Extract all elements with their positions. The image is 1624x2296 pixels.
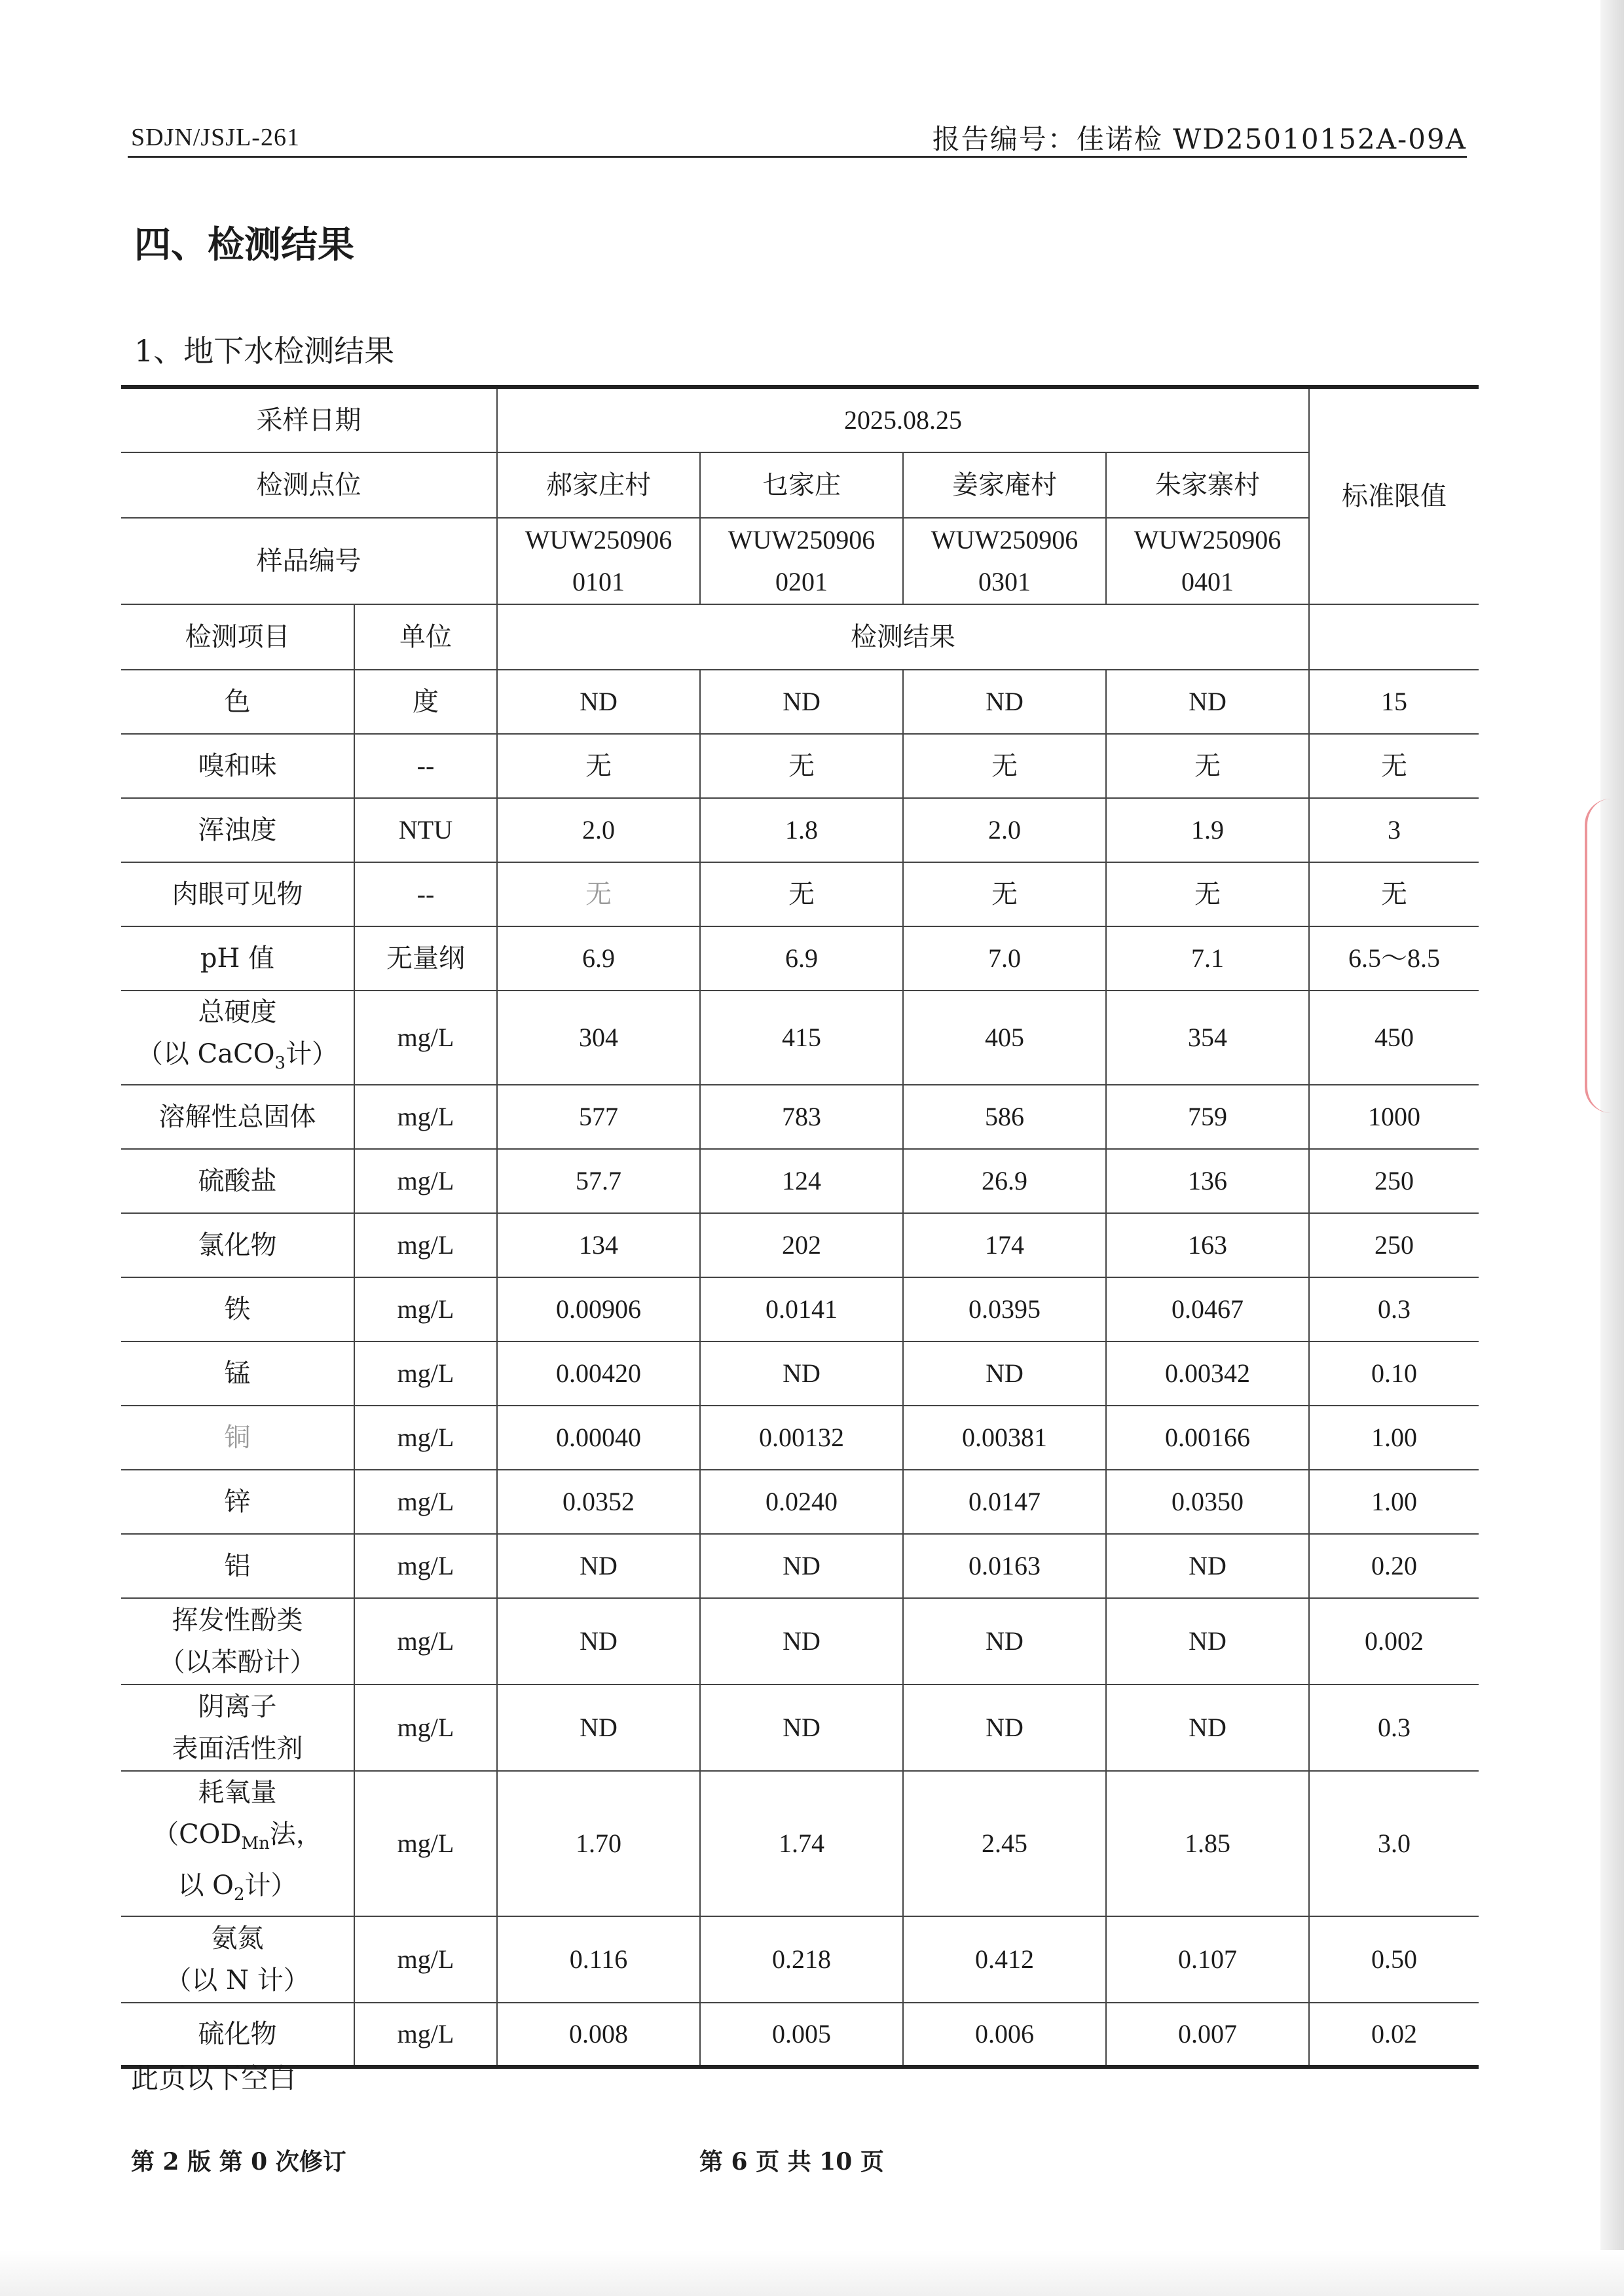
result-value-cell: 586 [903,1085,1106,1149]
item-text: 挥发性酚类 [172,1605,303,1635]
result-value-cell: 0.0163 [903,1534,1106,1598]
result-value-cell: 0.107 [1106,1916,1309,2003]
sample-no-cell [497,518,700,604]
unit-column-header: 单位 [354,604,497,670]
header-divider [128,156,1467,158]
result-value-cell: 2.0 [903,798,1106,862]
unit-cell: mg/L [354,1341,497,1406]
unit-cell: mg/L [354,1916,497,2003]
standard-limit-cell: 0.002 [1309,1598,1479,1685]
result-value-cell: 1.85 [1106,1771,1309,1916]
table-row [121,1685,1479,1771]
standard-limit-cell: 1000 [1309,1085,1479,1149]
item-text: 锰 [224,1358,251,1389]
location-label: 检测点位 [121,452,497,518]
item-subscript: Mn [241,1834,270,1853]
item-text: （COD [153,1819,242,1850]
standard-limit-cell: 0.3 [1309,1685,1479,1771]
result-value-cell: 无 [700,862,903,926]
unit-cell: mg/L [354,1085,497,1149]
footer-edition: 第 2 版 第 0 次修订 [131,2148,346,2176]
unit-cell: mg/L [354,2003,497,2067]
result-value-cell: 7.0 [903,926,1106,991]
unit-cell: -- [354,862,497,926]
standard-limit-cell: 1.00 [1309,1470,1479,1534]
table-row [121,862,1479,926]
bottom-edge-shadow [0,2250,1624,2296]
standard-limit-cell: 0.50 [1309,1916,1479,2003]
result-value-cell: 2.45 [903,1771,1106,1916]
standard-limit-cell: 450 [1309,991,1479,1085]
result-value-cell: 0.007 [1106,2003,1309,2067]
result-value-cell: 无 [497,734,700,798]
unit-cell: NTU [354,798,497,862]
result-value-cell: 1.9 [1106,798,1309,862]
result-value-cell: 0.0141 [700,1277,903,1341]
item-name-cell [121,1149,354,1213]
sample-no-cell [903,518,1106,604]
result-value-cell: 0.00420 [497,1341,700,1406]
item-column-header: 检测项目 [121,604,354,670]
result-value-cell: 0.00906 [497,1277,700,1341]
result-value-cell: 6.9 [700,926,903,991]
item-text: （以苯酚计） [158,1647,316,1677]
item-name-cell [121,1277,354,1341]
result-value-cell: 无 [903,734,1106,798]
unit-cell: mg/L [354,1406,497,1470]
result-value-cell: ND [497,670,700,734]
result-value-cell: 0.412 [903,1916,1106,2003]
item-text: 色 [224,687,251,717]
result-value-cell: 1.70 [497,1771,700,1916]
item-text: 总硬度 [198,997,277,1027]
standard-limit-cell: 0.10 [1309,1341,1479,1406]
table-row [121,1406,1479,1470]
result-value-cell: 0.00342 [1106,1341,1309,1406]
item-text: 阴离子 [198,1692,277,1722]
result-value-cell: ND [700,1534,903,1598]
result-value-cell: 0.218 [700,1916,903,2003]
table-row [121,1916,1479,2003]
table-row [121,798,1479,862]
table-row [121,991,1479,1085]
result-value-cell: 759 [1106,1085,1309,1149]
table-row [121,670,1479,734]
item-subscript: 2 [233,1885,245,1904]
standard-limit-cell: 0.02 [1309,2003,1479,2067]
result-value-cell: 0.0350 [1106,1470,1309,1534]
result-value-cell: ND [903,670,1106,734]
result-value-cell: 0.00132 [700,1406,903,1470]
result-value-cell: 0.0467 [1106,1277,1309,1341]
result-value-cell: 0.116 [497,1916,700,2003]
section-title: 四、检测结果 [134,223,354,266]
result-value-cell: 136 [1106,1149,1309,1213]
result-value-cell: ND [700,1685,903,1771]
item-name-cell [121,734,354,798]
unit-cell: mg/L [354,991,497,1085]
item-text: 法， [269,1819,322,1850]
table-row [121,926,1479,991]
item-name-cell [121,1213,354,1277]
table-row [121,2003,1479,2067]
location-cell: 朱家寨村 [1106,452,1309,518]
table-row [121,1534,1479,1598]
table-row [121,1341,1479,1406]
standard-limit-cell: 6.5～8.5 [1309,926,1479,991]
standard-limit-cell: 0.20 [1309,1534,1479,1598]
result-value-cell: 304 [497,991,700,1085]
result-value-cell: 1.74 [700,1771,903,1916]
result-value-cell: ND [497,1685,700,1771]
result-value-cell: 0.00381 [903,1406,1106,1470]
doc-code: SDJN/JSJL-261 [131,124,300,151]
item-name-cell [121,1406,354,1470]
result-value-cell: ND [1106,1685,1309,1771]
table-row [121,1277,1479,1341]
sample-no-line: 0301 [978,567,1031,596]
result-value-cell: 354 [1106,991,1309,1085]
unit-cell: mg/L [354,1598,497,1685]
item-text: 肉眼可见物 [172,879,303,909]
standard-limit-cell: 无 [1309,734,1479,798]
result-value-cell: 无 [1106,862,1309,926]
item-text: （以 N 计） [165,1965,310,1995]
result-value-cell: 6.9 [497,926,700,991]
table-row [121,1771,1479,1916]
item-name-cell [121,1916,354,2003]
unit-cell: -- [354,734,497,798]
sub-title: 1、地下水检测结果 [134,333,395,369]
result-value-cell: 202 [700,1213,903,1277]
result-value-cell: ND [497,1598,700,1685]
standard-limit-cell: 250 [1309,1149,1479,1213]
location-cell: 乜家庄 [700,452,903,518]
item-name-cell [121,1470,354,1534]
page-edge-shadow [1600,0,1624,2296]
sample-no-cell [1106,518,1309,604]
result-value-cell: 0.00040 [497,1406,700,1470]
result-value-cell: ND [903,1685,1106,1771]
result-value-cell: 1.8 [700,798,903,862]
item-text: 铜 [224,1423,251,1453]
unit-cell: mg/L [354,1534,497,1598]
unit-cell: mg/L [354,1277,497,1341]
result-value-cell: 134 [497,1213,700,1277]
table-row [121,1085,1479,1149]
standard-limit-cell: 无 [1309,862,1479,926]
result-value-cell: ND [1106,1598,1309,1685]
result-value-cell: 无 [497,862,700,926]
item-name-cell [121,926,354,991]
groundwater-results-table [121,385,1479,2069]
item-text: 锌 [224,1487,251,1517]
unit-cell: mg/L [354,1213,497,1277]
item-text: 氯化物 [198,1230,277,1260]
table-row [121,1213,1479,1277]
result-value-cell: ND [700,1598,903,1685]
item-subscript: 3 [274,1053,286,1073]
result-value-cell: 26.9 [903,1149,1106,1213]
sample-no-cell [700,518,903,604]
item-name-cell [121,1085,354,1149]
result-value-cell: ND [700,1341,903,1406]
result-value-cell: 无 [1106,734,1309,798]
sample-no-line: WUW250906 [931,525,1079,555]
item-text: pH 值 [200,943,275,974]
result-value-cell: 0.0352 [497,1470,700,1534]
unit-cell: mg/L [354,1685,497,1771]
result-value-cell: 0.008 [497,2003,700,2067]
item-text: 计） [286,1039,339,1069]
result-value-cell: ND [903,1341,1106,1406]
standard-limit-cell: 3 [1309,798,1479,862]
unit-cell: mg/L [354,1149,497,1213]
result-value-cell: ND [1106,670,1309,734]
sample-no-line: WUW250906 [1134,525,1282,555]
result-value-cell: 2.0 [497,798,700,862]
result-value-cell: 415 [700,991,903,1085]
item-name-cell [121,991,354,1085]
item-text: 铁 [224,1294,251,1324]
blank-below-note: 此页以下空白 [131,2062,297,2094]
location-cell: 郝家庄村 [497,452,700,518]
limit-column-spacer [1309,604,1479,670]
item-text: 氨氮 [211,1923,264,1954]
result-value-cell: 577 [497,1085,700,1149]
result-value-cell: 7.1 [1106,926,1309,991]
result-value-cell: 0.0395 [903,1277,1106,1341]
report-number: 报告编号：佳诺检 WD25010152A-09A [932,123,1467,155]
item-name-cell [121,862,354,926]
result-value-cell: 783 [700,1085,903,1149]
item-name-cell [121,1685,354,1771]
result-value-cell: 0.005 [700,2003,903,2067]
location-cell: 姜家庵村 [903,452,1106,518]
item-name-cell [121,1534,354,1598]
item-text: 表面活性剂 [172,1734,303,1764]
table-row [121,1470,1479,1534]
table-row [121,734,1479,798]
result-value-cell: 124 [700,1149,903,1213]
unit-cell: mg/L [354,1470,497,1534]
sample-no-line: 0201 [775,567,828,596]
standard-limit-header: 标准限值 [1309,387,1479,604]
sample-no-line: 0101 [572,567,625,596]
item-name-cell [121,1341,354,1406]
result-value-cell: ND [1106,1534,1309,1598]
result-value-cell: 405 [903,991,1106,1085]
item-text: 硫酸盐 [198,1166,277,1196]
result-value-cell: 0.00166 [1106,1406,1309,1470]
sample-no-line: WUW250906 [728,525,876,555]
sample-no-line: 0401 [1181,567,1234,596]
item-text: 耗氧量 [198,1777,277,1808]
item-name-cell [121,670,354,734]
result-value-cell: 0.0240 [700,1470,903,1534]
item-name-cell [121,1771,354,1916]
unit-cell: 度 [354,670,497,734]
item-text: 浑浊度 [198,815,277,845]
result-value-cell: 163 [1106,1213,1309,1277]
result-column-header: 检测结果 [497,604,1309,670]
footer-page-number: 第 6 页 共 10 页 [699,2148,884,2176]
unit-cell: mg/L [354,1771,497,1916]
item-name-cell [121,1598,354,1685]
item-text: 计） [244,1870,297,1901]
table-row [121,1149,1479,1213]
sample-no-line: WUW250906 [525,525,673,555]
item-text: 溶解性总固体 [158,1102,316,1132]
item-text: 硫化物 [198,2019,277,2049]
item-text: （以 CaCO [136,1039,275,1069]
standard-limit-cell: 3.0 [1309,1771,1479,1916]
result-value-cell: ND [903,1598,1106,1685]
sampling-date-label: 采样日期 [121,387,497,452]
result-value-cell: 0.0147 [903,1470,1106,1534]
item-text: 铝 [224,1551,251,1581]
standard-limit-cell: 0.3 [1309,1277,1479,1341]
standard-limit-cell: 1.00 [1309,1406,1479,1470]
result-value-cell: 57.7 [497,1149,700,1213]
item-text: 以 O [177,1870,234,1901]
item-name-cell [121,798,354,862]
result-value-cell: 174 [903,1213,1106,1277]
sample-no-label: 样品编号 [121,518,497,604]
result-value-cell: 无 [903,862,1106,926]
result-value-cell: 0.006 [903,2003,1106,2067]
item-text: 嗅和味 [198,751,277,781]
red-seal-stamp-fragment [1585,799,1624,1113]
standard-limit-cell: 250 [1309,1213,1479,1277]
standard-limit-cell: 15 [1309,670,1479,734]
result-value-cell: ND [700,670,903,734]
sampling-date-value: 2025.08.25 [497,387,1309,452]
table-row [121,1598,1479,1685]
result-value-cell: 无 [700,734,903,798]
result-value-cell: ND [497,1534,700,1598]
unit-cell: 无量纲 [354,926,497,991]
